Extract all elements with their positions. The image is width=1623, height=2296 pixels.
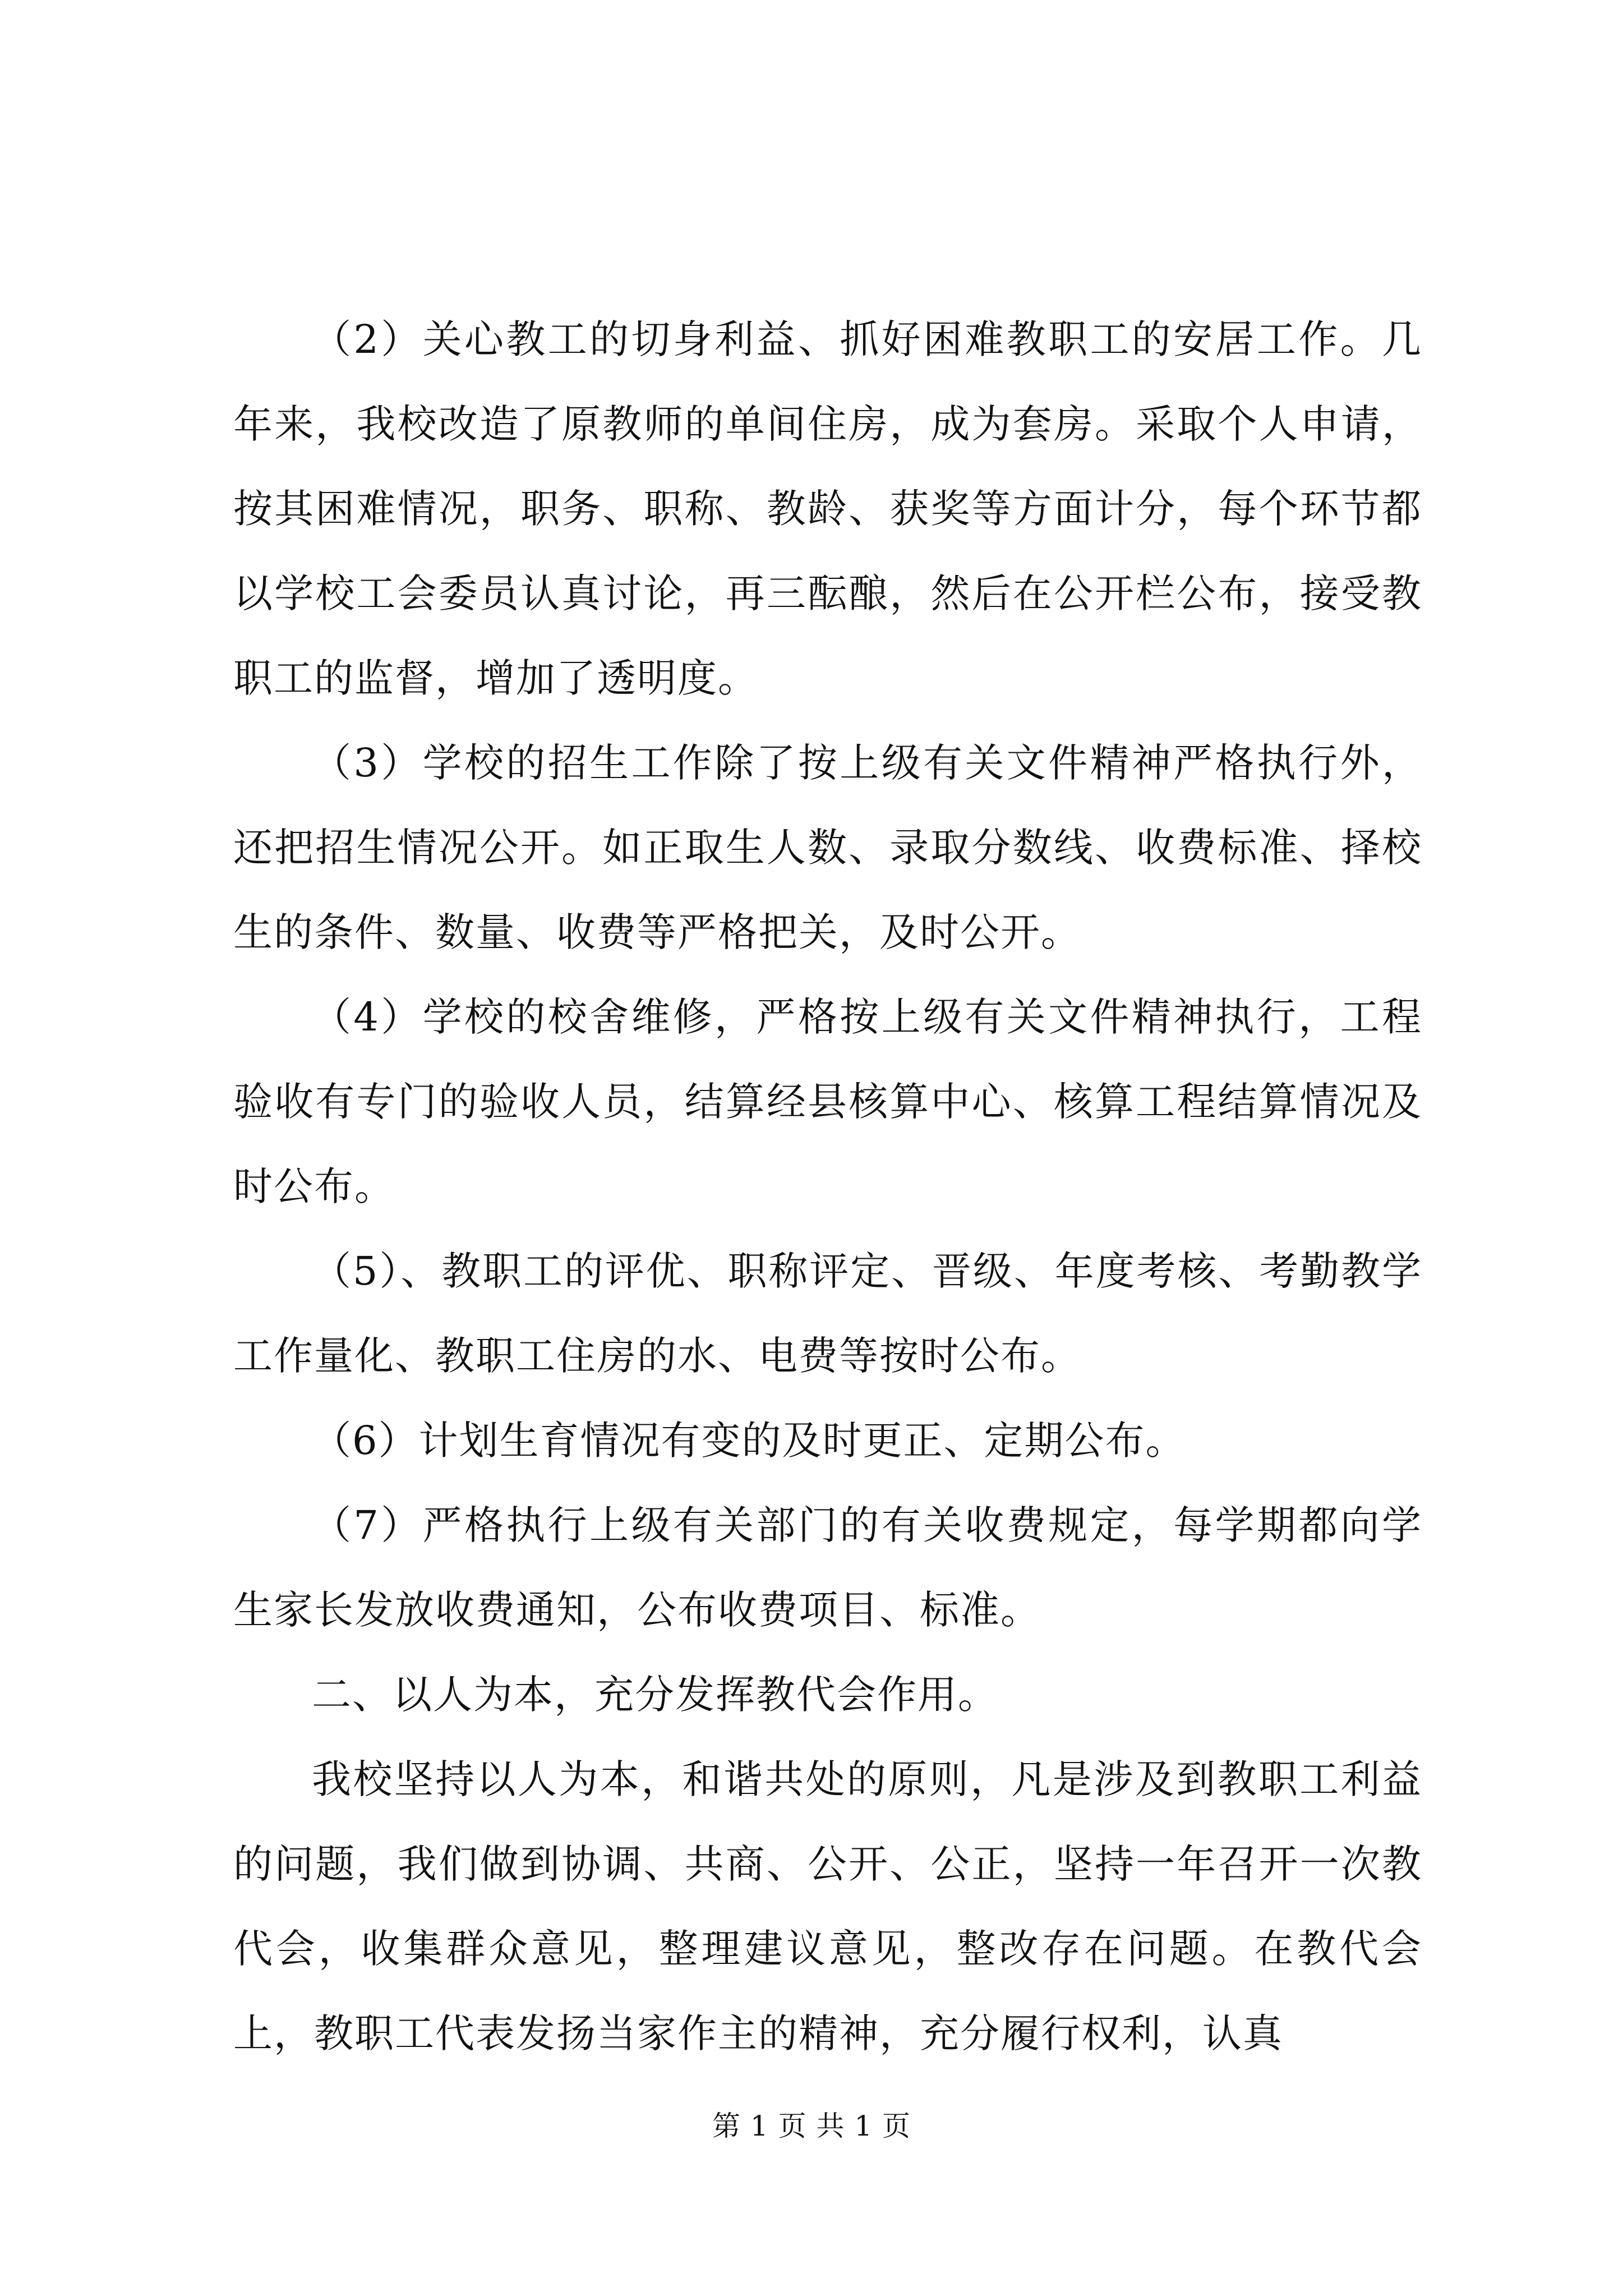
page-footer: 第 1 页 共 1 页	[712, 2110, 911, 2142]
paragraph-enrollment: （3）学校的招生工作除了按上级有关文件精神严格执行外，还把招生情况公开。如正取生人数、录取分数线、收费标准、择校生的条件、数量、收费等严格把关，及时公开。	[233, 740, 1422, 955]
paragraph-housing: （2）关心教工的切身利益、抓好困难教职工的安居工作。几年来，我校改造了原教师的单间住房，成为套房。采取个人申请，按其困难情况，职务、职称、教龄、获奖等方面计分，每个环节都以学校工会委员认真讨论，再三酝酿，然后在公开栏公布，接受教职工的监督，增加了透明度。	[233, 316, 1422, 701]
paragraph-maintenance: （4）学校的校舍维修，严格按上级有关文件精神执行，工程验收有专门的验收人员，结算经县核算中心、核算工程结算情况及时公布。	[233, 994, 1422, 1209]
paragraph-family-planning: （6）计划生育情况有变的及时更正、定期公布。	[312, 1418, 1186, 1464]
document-body	[233, 297, 1422, 2076]
paragraph-fees: （7）严格执行上级有关部门的有关收费规定，每学期都向学生家长发放收费通知，公布收费项目、标准。	[233, 1502, 1422, 1633]
section-heading-people-oriented: 二、以人为本，充分发挥教代会作用。	[312, 1672, 998, 1718]
paragraph-evaluation: （5）、教职工的评优、职称评定、晋级、年度考核、考勤教学工作量化、教职工住房的水、电费等按时公布。	[233, 1248, 1422, 1379]
paragraph-congress: 我校坚持以人为本，和谐共处的原则，凡是涉及到教职工利益的问题，我们做到协调、共商、公开、公正，坚持一年召开一次教代会，收集群众意见，整理建议意见，整改存在问题。在教代会上，教职工代表发扬当家作主的精神，充分履行权利，认真	[233, 1756, 1422, 2056]
